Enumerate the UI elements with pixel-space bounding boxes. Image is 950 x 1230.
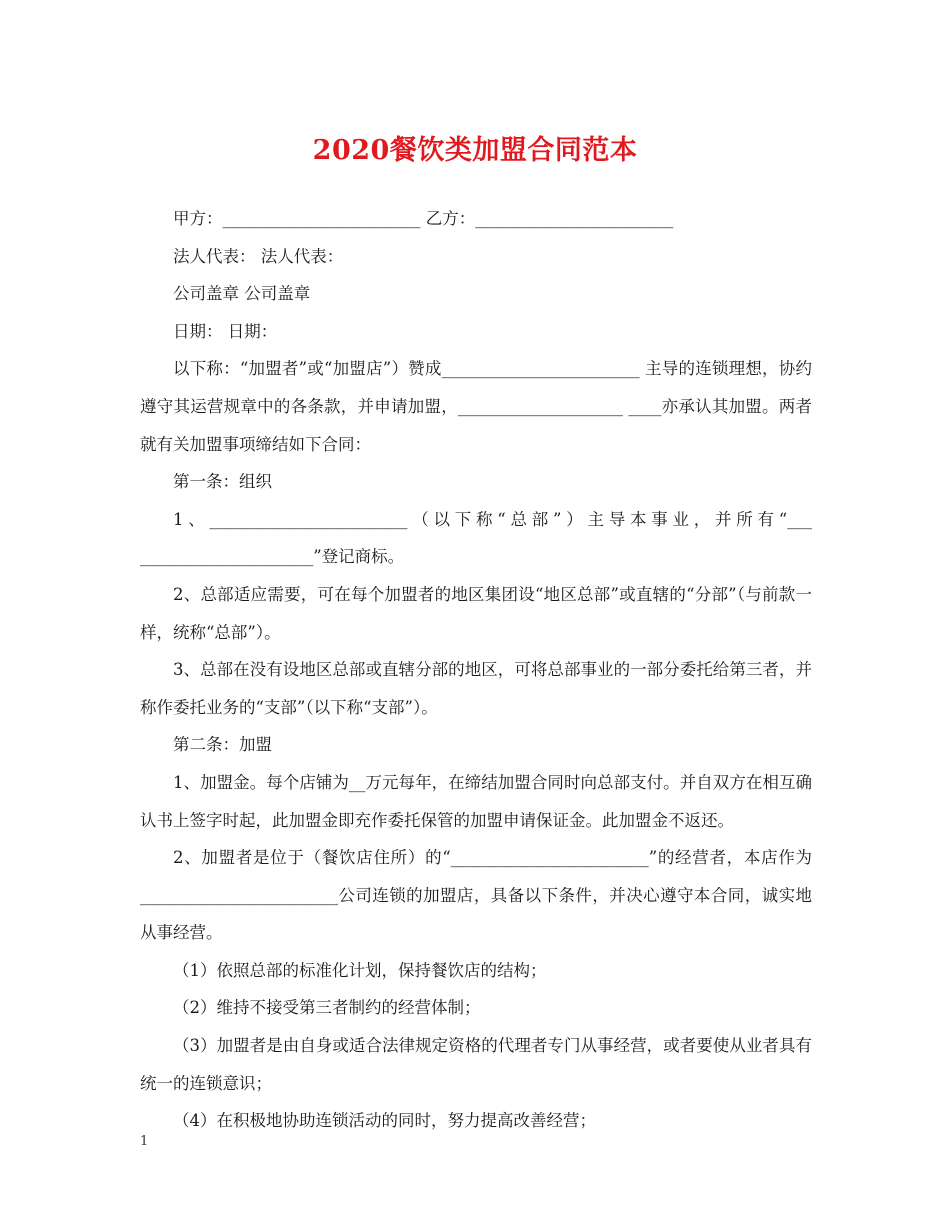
preamble-paragraph: 以下称：“加盟者”或“加盟店”）赞成________________________ 主导的连锁理想，协约遵守其运营规章中的各条款，并申请加盟，____________________ ____亦承认其加盟。两者就有关加盟事项缔结如下合同：	[140, 359, 812, 454]
article-2-clause-1: 1、加盟金。每个店铺为__万元每年，在缔结加盟合同时向总部支付。并自双方在相互确认书上签字时起，此加盟金即充作委托保管的加盟申请保证金。此加盟金不返还。	[140, 772, 812, 830]
company-seal-line: 公司盖章 公司盖章	[173, 284, 311, 304]
condition-item-3: （3）加盟者是由自身或适合法律规定资格的代理者专门从事经营，或者要使从业者具有统一的连锁意识；	[140, 1036, 812, 1093]
condition-item-2: （2）维持不接受第三者制约的经营体制；	[173, 998, 481, 1018]
document-title: 2020餐饮类加盟合同范本	[312, 135, 638, 166]
date-line: 日期： 日期：	[173, 321, 278, 341]
party-line: 甲方：________________________ 乙方：________________________	[173, 209, 674, 228]
condition-item-4: （4）在积极地协助连锁活动的同时，努力提高改善经营；	[173, 1111, 596, 1131]
article-2-clause-2: 2、加盟者是位于（餐饮店住所）的“________________________”的经营者，本店作为________________________公司连锁的加盟店，具备以下条件，并决心遵守本合同，诚实地从事经营。	[140, 848, 812, 943]
article-1-clause-3: 3、总部在没有设地区总部或直辖分部的地区，可将总部事业的一部分委托给第三者，并称作委托业务的“支部”（以下称“支部”）。	[140, 660, 812, 717]
article-1-clause-2: 2、总部适应需要，可在每个加盟者的地区集团设“地区总部”或直辖的“分部”（与前款一样，统称“总部”）。	[140, 584, 812, 642]
condition-item-1: （1）依照总部的标准化计划，保持餐饮店的结构；	[173, 960, 547, 980]
article-1-clause-1: 1、________________________（以下称“总部”）主导本事业，并所有“___ _____________________”登记商标。	[140, 509, 812, 567]
page-number: 1	[140, 1134, 149, 1149]
article-1-heading: 第一条：组织	[173, 472, 272, 492]
article-2-heading: 第二条：加盟	[173, 735, 272, 755]
document-body	[140, 200, 812, 1140]
legal-rep-line: 法人代表： 法人代表：	[173, 246, 344, 266]
